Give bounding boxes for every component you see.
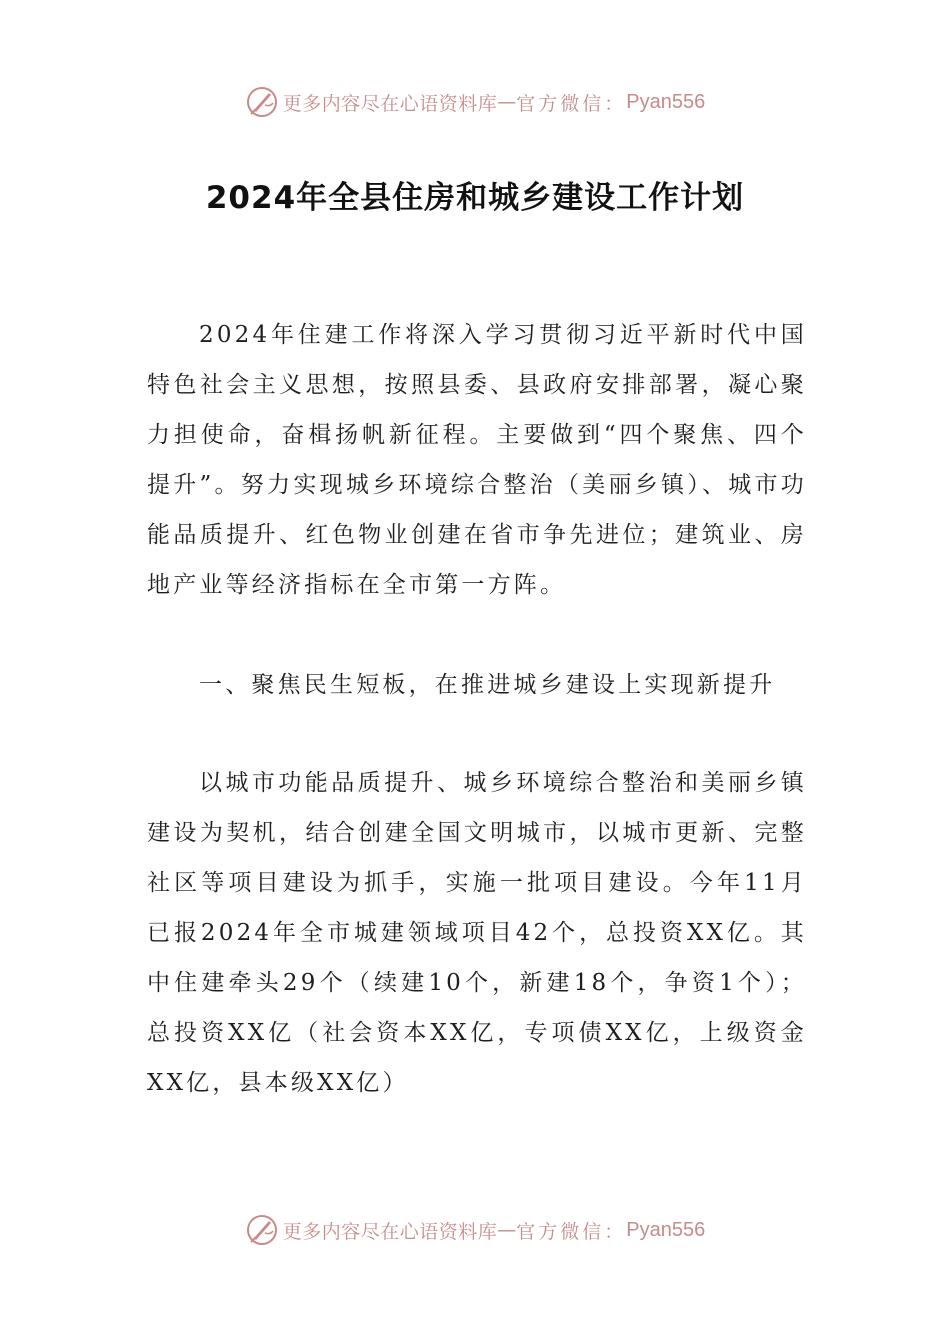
watermark-dash: —	[497, 1219, 517, 1241]
watermark-official-label: 官方微信：	[516, 92, 627, 115]
watermark-wechat-id: Pyan556	[626, 1218, 706, 1241]
quill-pen-logo-icon	[245, 1213, 279, 1247]
intro-paragraph: 2024年住建工作将深入学习贯彻习近平新时代中国特色社会主义思想，按照县委、县政府安排部署，凝心聚力担使命，奋楫扬帆新征程。主要做到“四个聚焦、四个提升”。努力实现城乡环境综合整治（美丽乡镇）、城市功能品质提升、红色物业创建在省市争先进位；建筑业、房地产业等经济指标在全市第一方阵。	[147, 322, 807, 598]
watermark-header	[0, 82, 950, 122]
section-heading-1: 一、聚焦民生短板，在推进城乡建设上实现新提升	[199, 672, 776, 698]
document-title: 2024年全县住房和城乡建设工作计划	[205, 180, 745, 216]
watermark-dash: —	[497, 91, 517, 113]
watermark-wechat-id: Pyan556	[626, 90, 706, 113]
section-1-paragraph: 以城市功能品质提升、城乡环境综合整治和美丽乡镇建设为契机，结合创建全国文明城市，以城市更新、完整社区等项目建设为抓手，实施一批项目建设。今年11月已报2024年全市城建领域项目42个，总投资XX亿。其中住建牵头29个（续建10个，新建18个，争资1个）；总投资XX亿（社会资本XX亿，专项债XX亿，上级资金XX亿，县本级XX亿）	[147, 770, 807, 1096]
watermark-official-label: 官方微信：	[516, 1220, 627, 1243]
watermark-text: 更多内容尽在心语资料库	[282, 92, 498, 115]
watermark-text: 更多内容尽在心语资料库	[282, 1220, 498, 1243]
watermark-footer	[0, 1210, 950, 1250]
quill-pen-logo-icon	[245, 85, 279, 119]
